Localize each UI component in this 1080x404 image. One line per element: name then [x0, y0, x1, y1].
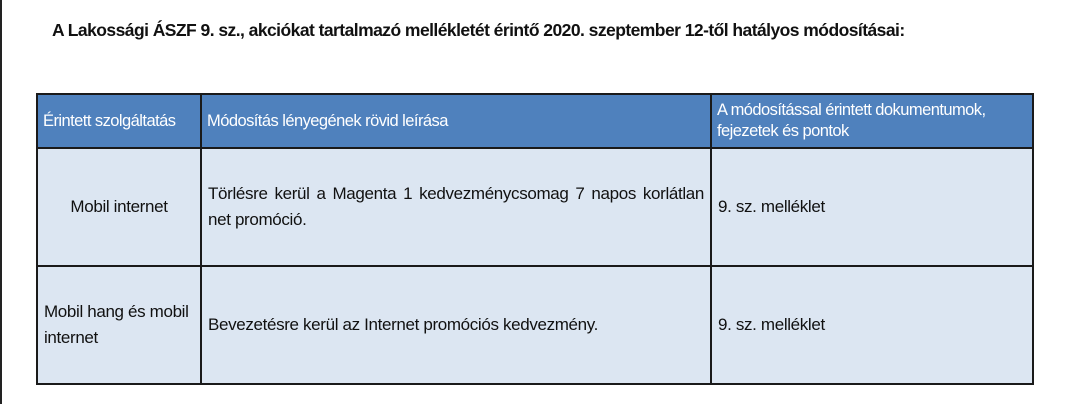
header-affected-service: Érintett szolgáltatás [37, 94, 201, 148]
header-affected-documents: A módosítással érintett dokumentumok, fejezetek és pontok [711, 94, 1033, 148]
cell-description: Bevezetésre kerül az Internet promóciós kedvezmény. [201, 266, 711, 384]
table-row [37, 148, 1033, 266]
table-header-row [37, 94, 1033, 148]
cell-documents: 9. sz. melléklet [711, 266, 1033, 384]
header-change-description: Módosítás lényegének rövid leírása [201, 94, 711, 148]
cell-documents: 9. sz. melléklet [711, 148, 1033, 266]
left-border-line [0, 0, 2, 404]
cell-service: Mobil hang és mobil internet [37, 266, 201, 384]
cell-service: Mobil internet [37, 148, 201, 266]
table-row [37, 266, 1033, 384]
changes-table [36, 93, 1034, 385]
document-title: A Lakossági ÁSZF 9. sz., akciókat tartalmazó mellékletét érintő 2020. szeptember 12-től hatályos módosításai: [52, 20, 905, 40]
cell-description: Törlésre kerül a Magenta 1 kedvezménycsomag 7 napos korlátlan net promóció. [201, 148, 711, 266]
